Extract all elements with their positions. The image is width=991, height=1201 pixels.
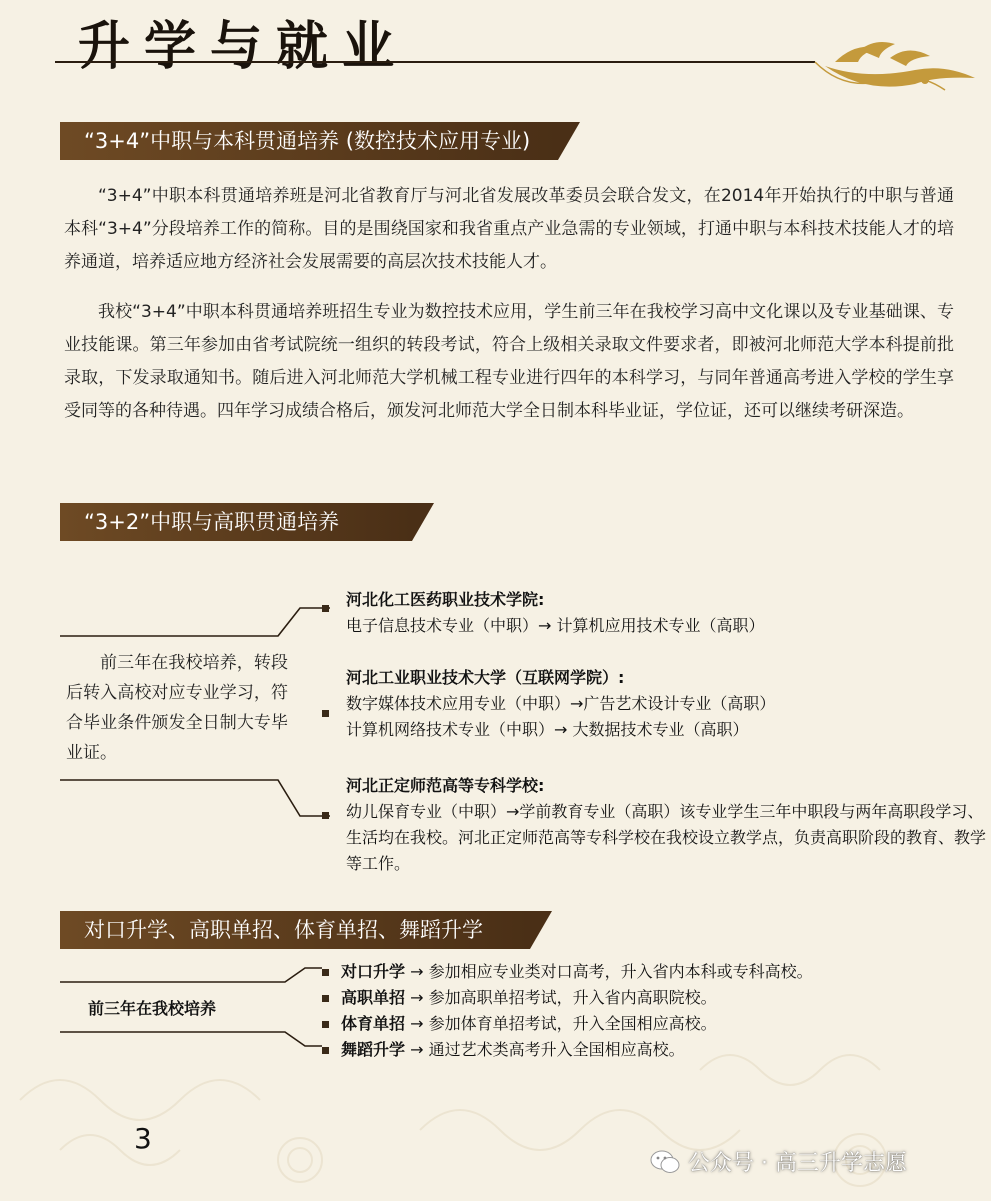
section-heading-other-routes: 对口升学、高职单招、体育单招、舞蹈升学 (60, 911, 530, 949)
paragraph-3plus4-intro: “3+4”中职本科贯通培养班是河北省教育厅与河北省发展改革委员会联合发文，在2014年开始执行的中职与普通本科“3+4”分段培养工作的简称。目的是围绕国家和我省重点产业急需的专业领域，打通中职与本科技术技能人才的培养通道，培养适应地方经济社会发展需要的高层次技术技能人才。 (64, 186, 954, 272)
left-summary-routes: 前三年在我校培养 (88, 999, 217, 1018)
paragraph-3plus4-details: 我校“3+4”中职本科贯通培养班招生专业为数控技术应用，学生前三年在我校学习高中文化课以及专业基础课、专业技能课。第三年参加由省考试院统一组织的转段考试，符合上级相关录取文件要求者，即被河北师范大学本科提前批录取，下发录取通知书。随后进入河北师范大学机械工程专业进行四年的本科学习，与同年普通高考进入学校的学生享受同等的各种待遇。四年学习成绩合格后，颁发河北师范大学全日制本科毕业证，学位证，还可以继续考研深造。 (64, 302, 954, 421)
watermark (650, 1146, 907, 1177)
school-major-line: 计算机网络技术专业（中职）→ 大数据技术专业（高职） (346, 720, 749, 739)
list-item: 体育单招 → 参加体育单招考试，升入全国相应高校。 (322, 1011, 972, 1037)
page-number: 3 (134, 1122, 152, 1155)
left-summary-3plus2: 前三年在我校培养，转段后转入高校对应专业学习，符合毕业条件颁发全日制大专毕业证。 (66, 653, 288, 763)
school-name: 河北正定师范高等专科学校: (346, 776, 545, 795)
school-major-line: 数字媒体技术应用专业（中职）→广告艺术设计专业（高职） (346, 694, 776, 713)
bullet-square-icon (322, 1047, 329, 1054)
list-item: 对口升学 → 参加相应专业类对口高考，升入省内本科或专科高校。 (322, 959, 972, 985)
school-major-line: 电子信息技术专业（中职）→ 计算机应用技术专业（高职） (346, 616, 765, 635)
section-heading-3plus2: “3+2”中职与高职贯通培养 (60, 503, 412, 541)
title-ornament-rule (55, 40, 991, 100)
school-block-zhengding-normal (346, 773, 986, 877)
route-list (322, 959, 972, 1063)
watermark-text: 公众号 · 高三升学志愿 (688, 1151, 907, 1176)
section-heading-3plus4: “3+4”中职与本科贯通培养 (数控技术应用专业) (60, 122, 558, 160)
wechat-icon (650, 1149, 680, 1175)
bullet-square-icon (322, 995, 329, 1002)
school-name: 河北工业职业技术大学（互联网学院）: (346, 668, 625, 687)
bullet-square-icon (322, 812, 329, 819)
list-item: 舞蹈升学 → 通过艺术类高考升入全国相应高校。 (322, 1037, 972, 1063)
bullet-square-icon (322, 1021, 329, 1028)
bullet-square-icon (322, 605, 329, 612)
school-block-hebei-chemical (346, 587, 986, 639)
bullet-square-icon (322, 969, 329, 976)
school-name: 河北化工医药职业技术学院: (346, 590, 545, 609)
page-title: 升学与就业 (78, 16, 409, 77)
school-major-line: 幼儿保育专业（中职）→学前教育专业（高职）该专业学生三年中职段与两年高职段学习、生活均在我校。河北正定师范高等专科学校在我校设立教学点，负责高职阶段的教育、教学等工作。 (346, 802, 987, 873)
bullet-square-icon (322, 710, 329, 717)
school-block-hebei-industrial (346, 665, 986, 743)
list-item: 高职单招 → 参加高职单招考试，升入省内高职院校。 (322, 985, 972, 1011)
